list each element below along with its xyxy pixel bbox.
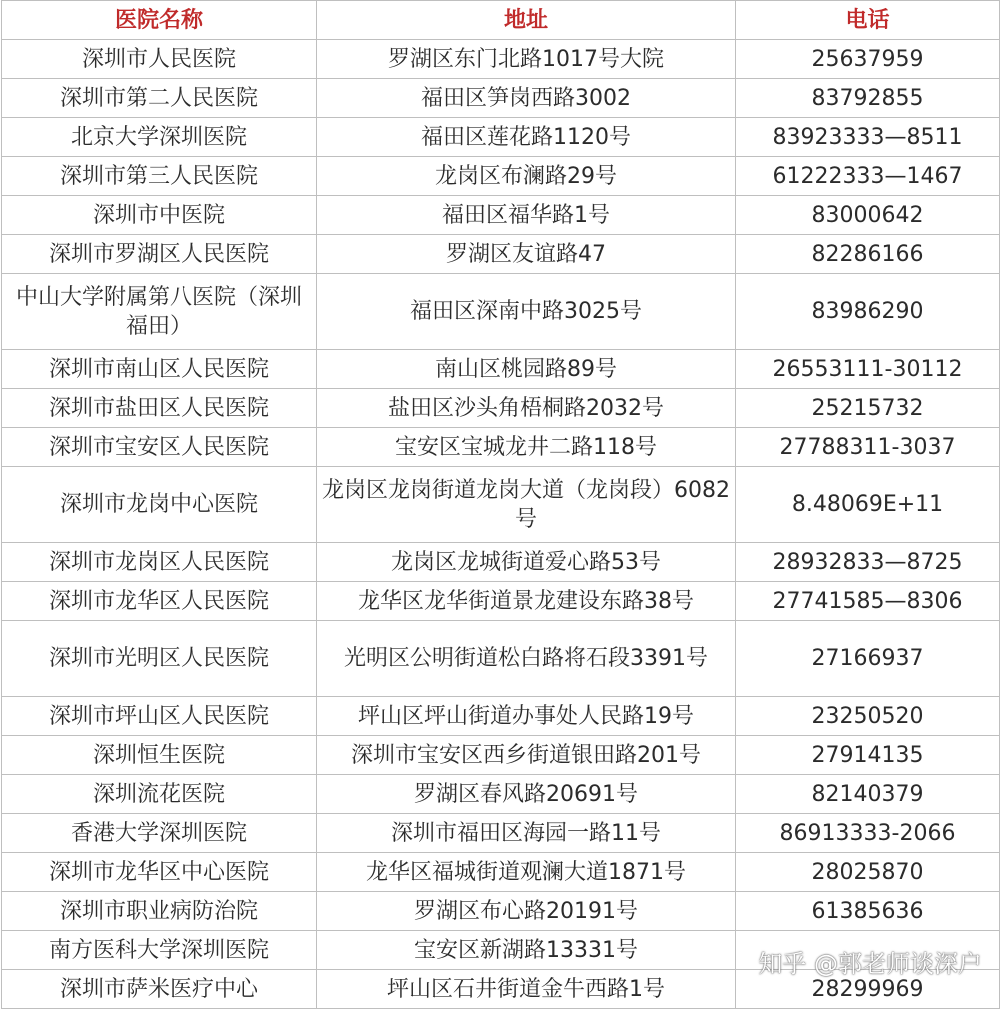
table-row: [2, 697, 1000, 736]
table-row: [2, 582, 1000, 621]
address-cell: 深圳市福田区海园一路11号: [317, 814, 736, 853]
hospital-name-cell: 深圳市职业病防治院: [2, 892, 317, 931]
table-row: [2, 428, 1000, 467]
phone-cell: 25215732: [736, 389, 1000, 428]
address-cell: 福田区莲花路1120号: [317, 118, 736, 157]
address-cell: 宝安区宝城龙井二路118号: [317, 428, 736, 467]
address-cell: 福田区深南中路3025号: [317, 274, 736, 350]
address-cell: 龙华区龙华街道景龙建设东路38号: [317, 582, 736, 621]
phone-cell: 23250520: [736, 697, 1000, 736]
table-row: [2, 775, 1000, 814]
phone-cell: 27741585—8306: [736, 582, 1000, 621]
phone-cell: 27914135: [736, 736, 1000, 775]
table-row: [2, 543, 1000, 582]
phone-cell: 8.48069E+11: [736, 467, 1000, 543]
phone-cell: 61222333—1467: [736, 157, 1000, 196]
table-row: [2, 118, 1000, 157]
phone-cell: 25637959: [736, 40, 1000, 79]
hospital-table: [1, 0, 1000, 1009]
phone-cell: 27788311-3037: [736, 428, 1000, 467]
phone-cell: 82140379: [736, 775, 1000, 814]
address-cell: 罗湖区布心路20191号: [317, 892, 736, 931]
address-cell: 宝安区新湖路13331号: [317, 931, 736, 970]
address-cell: 龙岗区布澜路29号: [317, 157, 736, 196]
address-cell: 罗湖区友谊路47: [317, 235, 736, 274]
zhihu-watermark: [758, 944, 982, 979]
address-cell: 龙岗区龙城街道爱心路53号: [317, 543, 736, 582]
column-header-phone: 电话: [736, 1, 1000, 40]
column-header-address: 地址: [317, 1, 736, 40]
table-row: [2, 274, 1000, 350]
hospital-name-cell: 深圳市盐田区人民医院: [2, 389, 317, 428]
address-cell: 龙岗区龙岗街道龙岗大道（龙岗段）6082号: [317, 467, 736, 543]
phone-cell: 28025870: [736, 853, 1000, 892]
hospital-name-cell: 深圳市龙华区中心医院: [2, 853, 317, 892]
hospital-name-cell: 南方医科大学深圳医院: [2, 931, 317, 970]
phone-cell: 83792855: [736, 79, 1000, 118]
hospital-name-cell: 北京大学深圳医院: [2, 118, 317, 157]
address-cell: 福田区福华路1号: [317, 196, 736, 235]
table-row: [2, 853, 1000, 892]
phone-cell: 26553111-30112: [736, 350, 1000, 389]
hospital-name-cell: 深圳市龙华区人民医院: [2, 582, 317, 621]
hospital-name-cell: 香港大学深圳医院: [2, 814, 317, 853]
phone-cell: 27166937: [736, 621, 1000, 697]
table-row: [2, 235, 1000, 274]
hospital-name-cell: 深圳市坪山区人民医院: [2, 697, 317, 736]
table-row: [2, 467, 1000, 543]
address-cell: 坪山区坪山街道办事处人民路19号: [317, 697, 736, 736]
hospital-name-cell: 深圳市南山区人民医院: [2, 350, 317, 389]
phone-cell: 83923333—8511: [736, 118, 1000, 157]
hospital-name-cell: 深圳市龙岗中心医院: [2, 467, 317, 543]
address-cell: 罗湖区东门北路1017号大院: [317, 40, 736, 79]
watermark-text: 知乎 @郭老师谈深户: [758, 950, 982, 978]
hospital-name-cell: 深圳市中医院: [2, 196, 317, 235]
table-row: [2, 621, 1000, 697]
address-cell: 龙华区福城街道观澜大道1871号: [317, 853, 736, 892]
hospital-name-cell: 中山大学附属第八医院（深圳福田）: [2, 274, 317, 350]
table-row: [2, 736, 1000, 775]
address-cell: 福田区笋岗西路3002: [317, 79, 736, 118]
table-row: [2, 157, 1000, 196]
hospital-name-cell: 深圳市萨米医疗中心: [2, 970, 317, 1009]
table-row: [2, 814, 1000, 853]
address-cell: 罗湖区春风路20691号: [317, 775, 736, 814]
hospital-name-cell: 深圳市第三人民医院: [2, 157, 317, 196]
hospital-name-cell: 深圳流花医院: [2, 775, 317, 814]
hospital-name-cell: 深圳市人民医院: [2, 40, 317, 79]
address-cell: 南山区桃园路89号: [317, 350, 736, 389]
phone-cell: 28932833—8725: [736, 543, 1000, 582]
hospital-name-cell: 深圳恒生医院: [2, 736, 317, 775]
table-row: [2, 196, 1000, 235]
hospital-name-cell: 深圳市罗湖区人民医院: [2, 235, 317, 274]
table-row: [2, 892, 1000, 931]
phone-cell: 28299969: [736, 970, 1000, 1009]
address-cell: 坪山区石井街道金牛西路1号: [317, 970, 736, 1009]
table-header-row: [2, 1, 1000, 40]
hospital-name-cell: 深圳市光明区人民医院: [2, 621, 317, 697]
table-row: [2, 389, 1000, 428]
column-header-name: 医院名称: [2, 1, 317, 40]
hospital-name-cell: 深圳市第二人民医院: [2, 79, 317, 118]
address-cell: 盐田区沙头角梧桐路2032号: [317, 389, 736, 428]
address-cell: 深圳市宝安区西乡街道银田路201号: [317, 736, 736, 775]
address-cell: 光明区公明街道松白路将石段3391号: [317, 621, 736, 697]
table-row: [2, 350, 1000, 389]
table-row: [2, 79, 1000, 118]
hospital-name-cell: 深圳市龙岗区人民医院: [2, 543, 317, 582]
phone-cell: 83000642: [736, 196, 1000, 235]
phone-cell: 83986290: [736, 274, 1000, 350]
table-row: [2, 40, 1000, 79]
hospital-name-cell: 深圳市宝安区人民医院: [2, 428, 317, 467]
phone-cell: 61385636: [736, 892, 1000, 931]
phone-cell: 86913333-2066: [736, 814, 1000, 853]
phone-cell: 82286166: [736, 235, 1000, 274]
